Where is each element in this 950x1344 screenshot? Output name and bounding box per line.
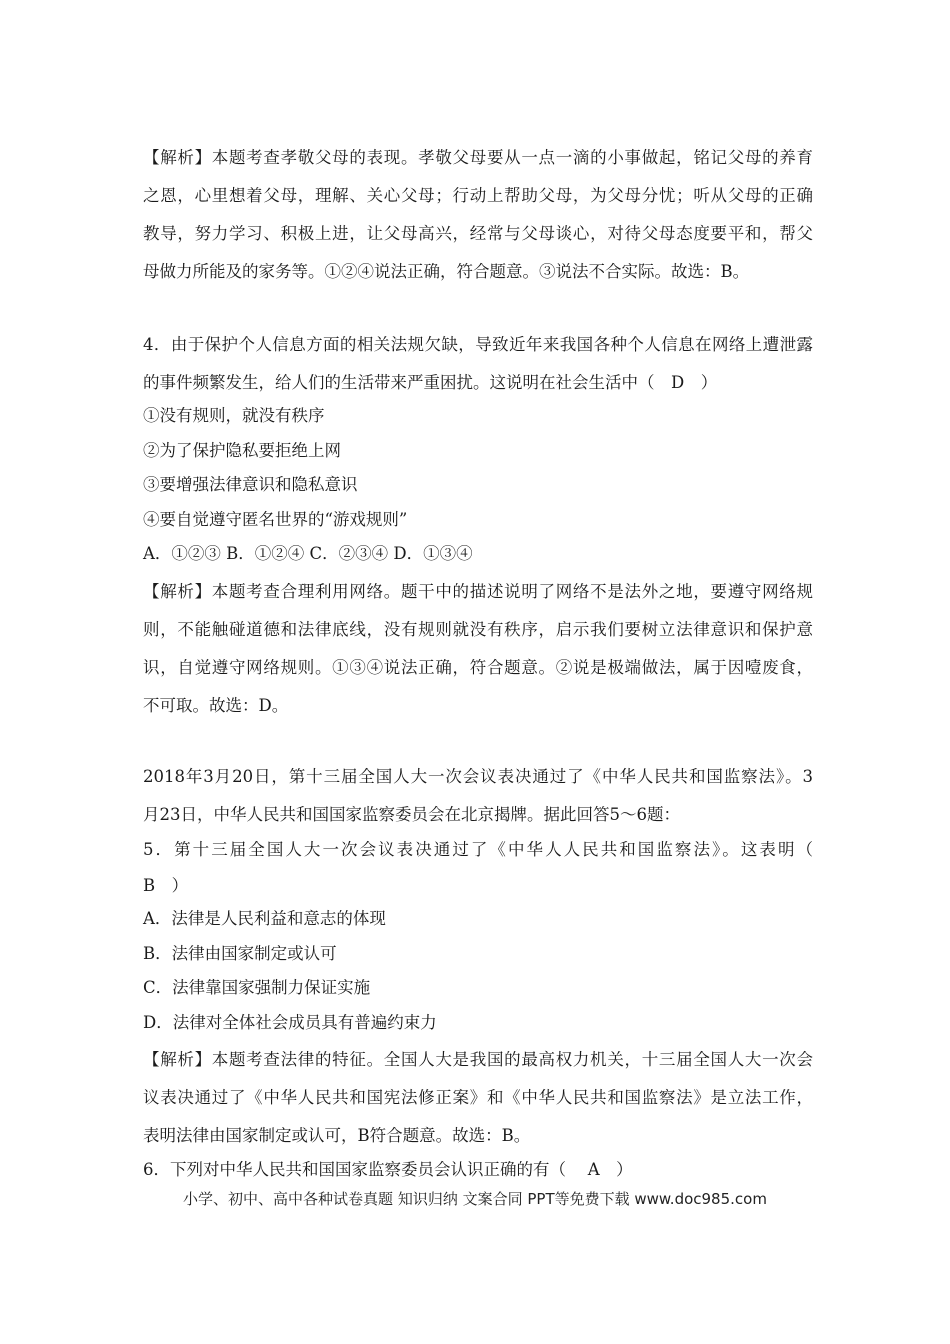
q4-analysis-line-3: 识，自觉遵守网络规则。①③④说法正确，符合题意。②说是极端做法，属于因噎废食， — [143, 658, 813, 677]
q5-stem-line-2: B ） — [143, 876, 189, 895]
q4-stem-line-1: 4．由于保护个人信息方面的相关法规欠缺，导致近年来我国各种个人信息在网络上遭泄露 — [143, 335, 813, 354]
q4-statement-1: ①没有规则，就没有秩序 — [143, 406, 325, 425]
q5-option-c: C．法律靠国家强制力保证实施 — [143, 978, 371, 997]
material-line-2: 月23日，中华人民共和国国家监察委员会在北京揭牌。据此回答5～6题： — [143, 805, 680, 824]
q4-statement-2: ②为了保护隐私要拒绝上网 — [143, 441, 341, 460]
page-footer: 小学、初中、高中各种试卷真题 知识归纳 文案合同 PPT等免费下载 www.doc985.com — [183, 1190, 767, 1208]
q5-analysis-line-3: 表明法律由国家制定或认可，B符合题意。故选：B。 — [143, 1126, 531, 1145]
q5-analysis-line-2: 议表决通过了《中华人民共和国宪法修正案》和《中华人民共和国监察法》是立法工作， — [143, 1088, 813, 1107]
q3-analysis-line-4: 母做力所能及的家务等。①②④说法正确，符合题意。③说法不合实际。故选：B。 — [143, 262, 750, 281]
q3-analysis-line-3: 教导，努力学习、积极上进，让父母高兴，经常与父母谈心，对待父母态度要平和，帮父 — [143, 224, 813, 243]
material-line-1: 2018年3月20日，第十三届全国人大一次会议表决通过了《中华人民共和国监察法》。3 — [143, 767, 813, 786]
q4-options: A．①②③ B．①②④ C．②③④ D．①③④ — [143, 544, 473, 563]
q3-analysis-line-1: 【解析】本题考查孝敬父母的表现。孝敬父母要从一点一滴的小事做起，铭记父母的养育 — [143, 148, 813, 167]
q4-analysis-line-4: 不可取。故选：D。 — [143, 696, 289, 715]
q5-stem-line-1: 5．第十三届全国人大一次会议表决通过了《中华人人民共和国监察法》。这表明（ — [143, 840, 813, 859]
q5-option-a: A．法律是人民利益和意志的体现 — [143, 909, 386, 928]
q4-analysis-line-1: 【解析】本题考查合理利用网络。题干中的描述说明了网络不是法外之地，要遵守网络规 — [143, 582, 813, 601]
q4-statement-3: ③要增强法律意识和隐私意识 — [143, 475, 358, 494]
q6-stem: 6．下列对中华人民共和国国家监察委员会认识正确的有（ A ） — [143, 1160, 633, 1179]
q5-option-d: D．法律对全体社会成员具有普遍约束力 — [143, 1013, 437, 1032]
q3-analysis-line-2: 之恩，心里想着父母，理解、关心父母；行动上帮助父母，为父母分忧；听从父母的正确 — [143, 186, 813, 205]
q4-statement-4: ④要自觉遵守匿名世界的“游戏规则” — [143, 510, 408, 529]
q4-analysis-line-2: 则，不能触碰道德和法律底线，没有规则就没有秩序，启示我们要树立法律意识和保护意 — [143, 620, 813, 639]
q5-analysis-line-1: 【解析】本题考查法律的特征。全国人大是我国的最高权力机关，十三届全国人大一次会 — [143, 1050, 813, 1069]
q4-stem-line-2: 的事件频繁发生，给人们的生活带来严重困扰。这说明在社会生活中（ D ） — [143, 373, 718, 392]
q5-option-b: B．法律由国家制定或认可 — [143, 944, 337, 963]
